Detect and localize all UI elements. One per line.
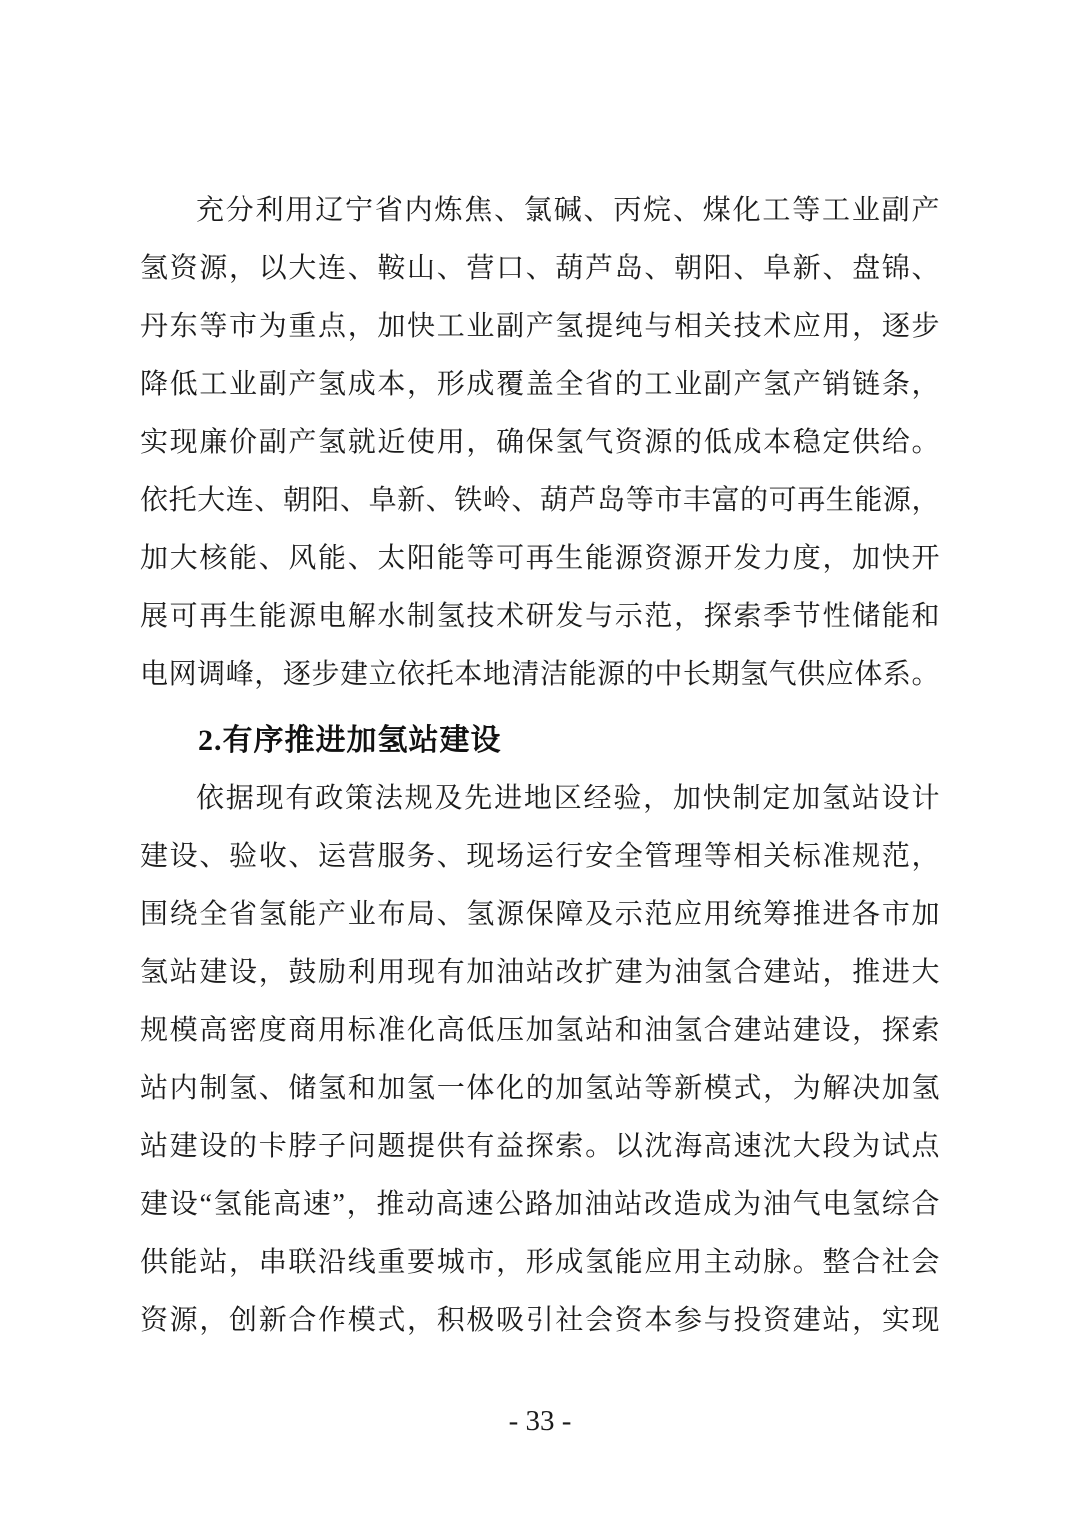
- text-line: 降低工业副产氢成本，形成覆盖全省的工业副产氢产销链条，: [140, 369, 940, 400]
- text-line: 氢站建设，鼓励利用现有加油站改扩建为油氢合建站，推进大: [140, 957, 940, 988]
- text-line: 站内制氢、储氢和加氢一体化的加氢站等新模式，为解决加氢: [140, 1073, 940, 1104]
- page-number: - 33 -: [508, 1405, 572, 1437]
- text-line: 建设、验收、运营服务、现场运行安全管理等相关标准规范，: [140, 841, 940, 872]
- text-line: 丹东等市为重点，加快工业副产氢提纯与相关技术应用，逐步: [140, 311, 940, 342]
- text-line: 站建设的卡脖子问题提供有益探索。以沈海高速沈大段为试点: [140, 1131, 940, 1162]
- text-line: 电网调峰，逐步建立依托本地清洁能源的中长期氢气供应体系。: [140, 659, 940, 690]
- text-line: 建设“氢能高速”，推动高速公路加油站改造成为油气电氢综合: [140, 1189, 940, 1220]
- text-line: 展可再生能源电解水制氢技术研发与示范，探索季节性储能和: [140, 601, 940, 632]
- text-line: 加大核能、风能、太阳能等可再生能源资源开发力度，加快开: [140, 543, 940, 574]
- text-line: 规模高密度商用标准化高低压加氢站和油氢合建站建设，探索: [140, 1015, 940, 1046]
- section-heading: 2.有序推进加氢站建设: [198, 724, 502, 757]
- paragraph-hydrogen-supply: [140, 182, 940, 704]
- text-line: 供能站，串联沿线重要城市，形成氢能应用主动脉。整合社会: [140, 1247, 940, 1278]
- text-line: 围绕全省氢能产业布局、氢源保障及示范应用统筹推进各市加: [140, 899, 940, 930]
- paragraph-station-construction: [140, 770, 940, 1350]
- text-line: 充分利用辽宁省内炼焦、氯碱、丙烷、煤化工等工业副产: [196, 195, 940, 226]
- text-line: 依托大连、朝阳、阜新、铁岭、葫芦岛等市丰富的可再生能源，: [140, 485, 940, 516]
- text-line: 依据现有政策法规及先进地区经验，加快制定加氢站设计: [196, 783, 940, 814]
- text-line: 资源，创新合作模式，积极吸引社会资本参与投资建站，实现: [140, 1305, 940, 1336]
- text-line: 实现廉价副产氢就近使用，确保氢气资源的低成本稳定供给。: [140, 427, 940, 458]
- text-line: 氢资源，以大连、鞍山、营口、葫芦岛、朝阳、阜新、盘锦、: [140, 253, 940, 284]
- document-body: [140, 182, 940, 1350]
